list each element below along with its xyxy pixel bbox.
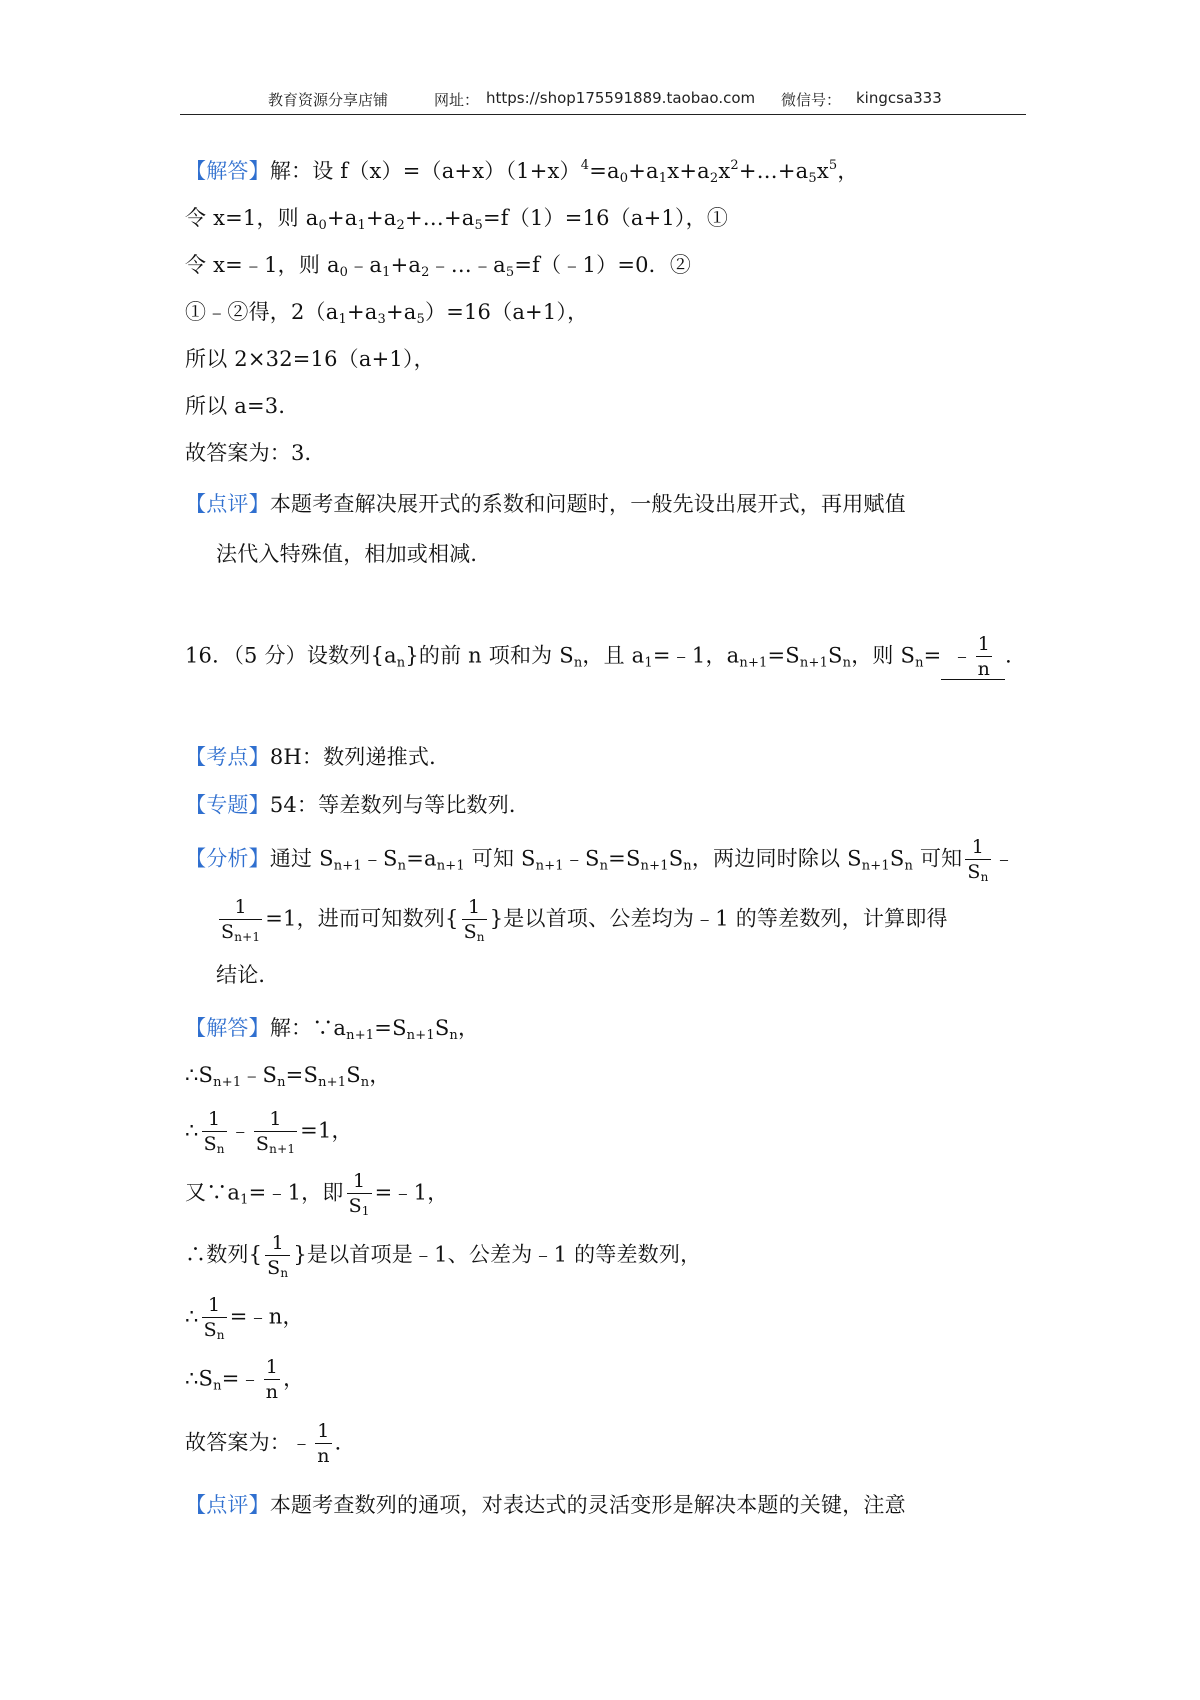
wechat-id: kingcsa333: [856, 89, 942, 107]
tag-jieda-2: 【解答】: [185, 1016, 270, 1040]
shop-name: 教育资源分享店铺: [268, 91, 389, 109]
website-label: 网址：: [434, 91, 480, 109]
tag-jieda: 【解答】: [185, 159, 270, 183]
q15-solution-line-6: 所以 a=3．: [185, 394, 300, 418]
q15-solution-line-1: 【解答】解：设 $f(x)=(a+x)(1+x)^4=a_0+a_1x+a_2x^2+\dots+a_5x^5$，: [185, 158, 859, 186]
q16-solution-line-5: ∴数列{ $\frac{1}{S_n}$ }是以首项是﹣1、公差为﹣1 的等差数列，: [185, 1232, 702, 1280]
q16-solution-line-1: 【解答】解：$\because a_{n+1}=S_{n+1}S_n$，: [185, 1016, 480, 1043]
q16-solution-line-4: 又$\because a_1=﹣1$，即 $\frac{1}{S_1}$ =﹣1，: [185, 1170, 449, 1218]
q15-solution-line-4: ①﹣②得，$2(a_1+a_3+a_5)=16(a+1)$，: [185, 300, 589, 327]
q15-comment-line-2: 法代入特殊值，相加或相减．: [216, 542, 492, 566]
q16-solution-line-2: $\therefore S_{n+1}﹣S_n=S_{n+1}S_n$，: [185, 1063, 391, 1090]
wechat-label: 微信号：: [781, 91, 842, 109]
tag-dianping-2: 【点评】: [185, 1493, 270, 1517]
page-header: [180, 86, 1026, 115]
q16-fenxi-line-2: $\frac{1}{S_{n+1}}$ =1，进而可知数列{ $\frac{1}{S_n}$ }是以首项、公差均为﹣1 的等差数列，计算即得: [221, 896, 948, 944]
q16-kaodian: 【考点】8H：数列递推式．: [185, 745, 451, 769]
tag-zhuanti: 【专题】: [185, 793, 270, 817]
q15-solution-line-5: 所以 2×32=16（a+1），: [185, 347, 435, 371]
q15-comment-line-1: 【点评】本题考查解决展开式的系数和问题时，一般先设出展开式，再用赋值: [185, 492, 906, 516]
q16-zhuanti: 【专题】54：等差数列与等比数列．: [185, 793, 531, 817]
tag-fenxi: 【分析】: [185, 846, 270, 871]
q15-solution-line-7: 故答案为：3．: [185, 441, 326, 465]
tag-dianping: 【点评】: [185, 492, 270, 516]
q15-solution-line-3: 令 x=﹣1，则 $a_0﹣a_1+a_2﹣\dots﹣a_5=f(﹣1)=0$．②: [185, 253, 692, 280]
q16-stem: 16．（5 分）设数列$\{a_n\}$的前 n 项和为 $S_n$，且 $a_1=﹣1$，$a_{n+1}=S_{n+1}S_n$，则 $S_n=$ ﹣ $\frac{1}{n}$ ．: [185, 633, 1027, 680]
answer-blank: ﹣ $\frac{1}{n}$: [941, 635, 1005, 680]
q16-fenxi-line-1: 【分析】通过 $S_{n+1}﹣S_n=a_{n+1}$ 可知 $S_{n+1}﹣S_n=S_{n+1}S_n$，两边同时除以 $S_{n+1}S_n$ 可知 $\frac{1}{S_n}$ ﹣: [185, 836, 1015, 884]
q16-solution-line-7: $\therefore S_n=﹣$ $\frac{1}{n}$ ，: [185, 1356, 305, 1403]
tag-kaodian: 【考点】: [185, 745, 270, 769]
q16-solution-line-6: ∴ $\frac{1}{S_n}$ =﹣n，: [185, 1294, 304, 1342]
q16-solution-line-3: ∴ $\frac{1}{S_n}$ ﹣ $\frac{1}{S_{n+1}}$ =1，: [185, 1108, 353, 1156]
q16-comment-line-1: 【点评】本题考查数列的通项，对表达式的灵活变形是解决本题的关键，注意: [185, 1493, 906, 1517]
q15-solution-line-2: 令 x=1，则 $a_0+a_1+a_2+\dots+a_5=f(1)=16(a+1)$，①: [185, 206, 729, 233]
q16-fenxi-line-3: 结论．: [216, 963, 280, 987]
website-link[interactable]: https://shop175591889.taobao.com: [486, 89, 756, 107]
q16-solution-line-8: 故答案为：﹣ $\frac{1}{n}$ ．: [185, 1420, 356, 1467]
